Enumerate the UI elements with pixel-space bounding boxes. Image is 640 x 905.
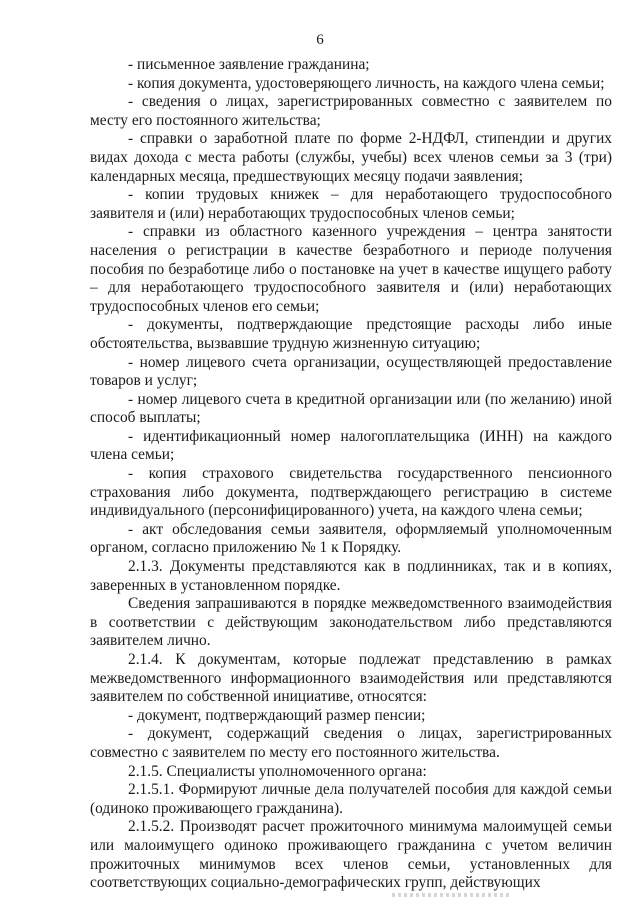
page-number: 6 [316,32,324,48]
paragraph: Сведения запрашиваются в порядке межведомственного взаимодействия в соответствии с действующим законодательством либо представляются заявителем лично. [90,595,612,650]
paragraph: 2.1.3. Документы представляются как в подлинниках, так и в копиях, заверенных в установленном порядке. [90,558,612,594]
paragraph: - документы, подтверждающие предстоящие расходы либо иные обстоятельства, вызвавшие трудную жизненную ситуацию; [90,316,612,352]
paragraph: - копия документа, удостоверяющего личность, на каждого члена семьи; [128,74,605,92]
scan-artifact [392,893,512,897]
document-body [90,56,612,893]
paragraph: - письменное заявление гражданина; [128,56,370,73]
paragraph: - документ, подтверждающий размер пенсии; [128,706,426,724]
paragraph: 2.1.5. Специалисты уполномоченного органа: [128,762,427,780]
paragraph: - номер лицевого счета в кредитной организации или (по желанию) иной способ выплаты; [90,390,612,427]
paragraph: - документ, содержащий сведения о лицах, зарегистрированных совместно с заявителем по месту его постоянного жительства. [90,725,612,761]
paragraph: 2.1.5.1. Формируют личные дела получателей пособия для каждой семьи (одиноко проживающего гражданина). [90,781,612,817]
paragraph: 2.1.4. К документам, которые подлежат представлению в рамках межведомственного информационного взаимодействия или представляются заявителем по собственной инициативе, относятся: [90,651,612,706]
paragraph: - справки из областного казенного учреждения – центра занятости населения о регистрации в качестве безработного и периоде получения пособия по безработице либо о постановке на учет в качестве ищущего работу – для неработающего трудоспособного заявителя и (или) неработающих трудоспособных членов его семьи; [90,223,612,315]
paragraph: - сведения о лицах, зарегистрированных совместно с заявителем по месту его постоянного жительства; [90,93,612,129]
paragraph: - копии трудовых книжек – для неработающего трудоспособного заявителя и (или) неработающих трудоспособных членов семьи; [90,186,612,222]
paragraph: 2.1.5.2. Производят расчет прожиточного минимума малоимущей семьи или малоимущего одиноко проживающего гражданина с учетом величин прожиточных минимумов всех членов семьи, установленных для соответствующих социально-демографических групп, действующих [90,818,612,892]
paragraph: - справки о заработной плате по форме 2-НДФЛ, стипендии и других видах дохода с места работы (службы, учебы) всех членов семьи за 3 (три) календарных месяца, предшествующих месяцу подачи заявления; [90,130,612,185]
paragraph: - копия страхового свидетельства государственного пенсионного страхования либо документа, подтверждающего регистрацию в системе индивидуального (персонифицированного) учета, на каждого члена семьи; [90,465,612,520]
paragraph: - идентификационный номер налогоплательщика (ИНН) на каждого члена семьи; [90,427,612,464]
paragraph: - номер лицевого счета организации, осуществляющей предоставление товаров и услуг; [90,353,612,390]
paragraph: - акт обследования семьи заявителя, оформляемый уполномоченным органом, согласно приложению № 1 к Порядку. [90,520,612,557]
